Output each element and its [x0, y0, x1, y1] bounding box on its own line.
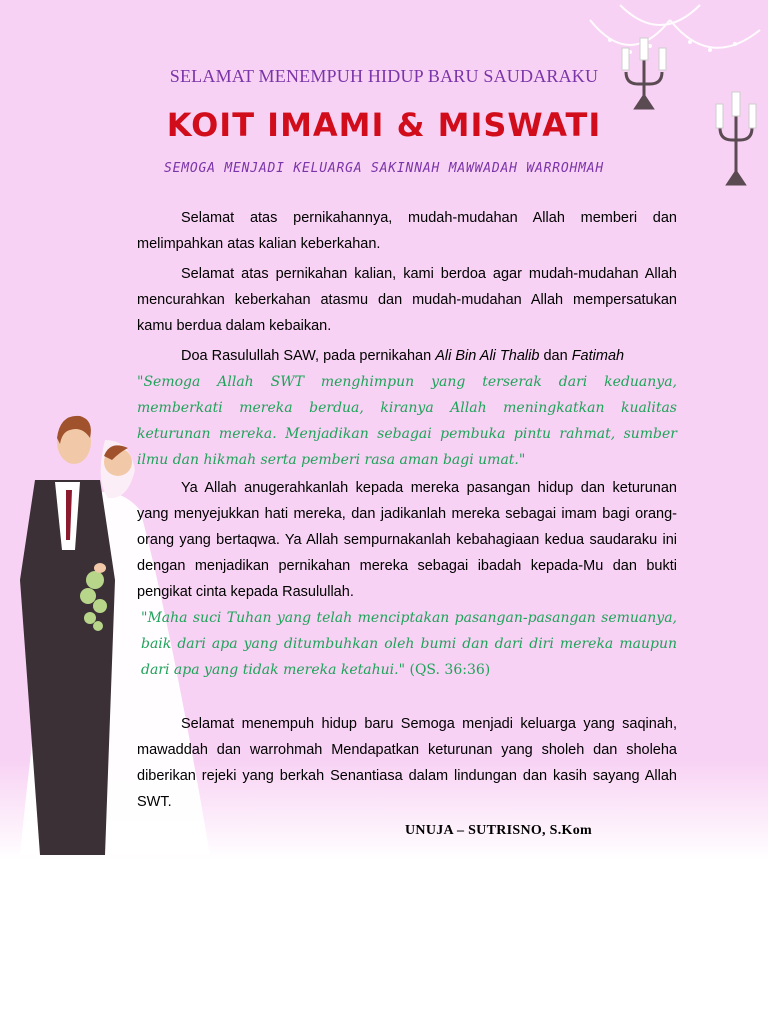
signature: UNUJA – SUTRISNO, S.Kom: [405, 823, 592, 838]
greeting-heading: SELAMAT MENEMPUH HIDUP BARU SAUDARAKU: [169, 66, 599, 86]
hadith-quote: "Semoga Allah SWT menghimpun yang terserak dari keduanya, memberkati mereka berdua, kiranya Allah meningkatkan kualitas keturunan mereka. Menjadikan sebagai pembuka pintu rahmat, sumber ilmu dan hikmah serta pemberi rasa aman bagi umat.": [137, 374, 677, 468]
paragraph-3: Ya Allah anugerahkanlah kepada mereka pasangan hidup dan keturunan yang menyejukkan hati mereka, dan jadikanlah mereka sebagai imam bagi orang-orang yang bertaqwa. Ya Allah sempurnakanlah kebahagiaan kedua saudaraku ini dengan menjadikan pernikahan mereka sebagai ibadah kepada-Mu dan bukti pengikat cinta kepada Rasulullah.: [137, 480, 677, 600]
paragraph-4: Selamat menempuh hidup baru Semoga menjadi keluarga yang saqinah, mawaddah dan warrohmah Mendapatkan keturunan yang sholeh dan sholeha diberikan rejeki yang berkah Senantiasa dalam lindungan dan kasih sayang Allah SWT.: [137, 716, 677, 810]
doa-name-2: Fatimah: [571, 348, 625, 364]
couple-names: KOIT IMAMI & MISWATI: [166, 106, 602, 144]
doa-and: dan: [543, 348, 568, 364]
paragraph-2: Selamat atas pernikahan kalian, kami berdoa agar mudah-mudahan Allah mencurahkan keberkahan atasmu dan mudah-mudahan Allah mempersatukan kamu berdua dalam kebaikan.: [137, 266, 677, 334]
quran-reference: (QS. 36:36): [409, 662, 491, 678]
paragraph-1: Selamat atas pernikahannya, mudah-mudahan Allah memberi dan melimpahkan atas kalian keberkahan.: [137, 210, 677, 252]
quran-quote: [141, 605, 677, 683]
doa-prefix: Doa Rasulullah SAW, pada pernikahan: [181, 348, 432, 364]
wish-subtitle: SEMOGA MENJADI KELUARGA SAKINNAH MAWWADAH WARROHMAH: [164, 161, 604, 176]
doa-name-1: Ali Bin Ali Thalib: [435, 348, 540, 364]
quran-quote-text: "Maha suci Tuhan yang telah menciptakan pasangan-pasangan semuanya, baik dari apa yang ditumbuhkan oleh bumi dan dari diri mereka maupun dari apa yang tidak mereka ketahui.": [141, 610, 677, 678]
doa-line: [181, 343, 624, 369]
